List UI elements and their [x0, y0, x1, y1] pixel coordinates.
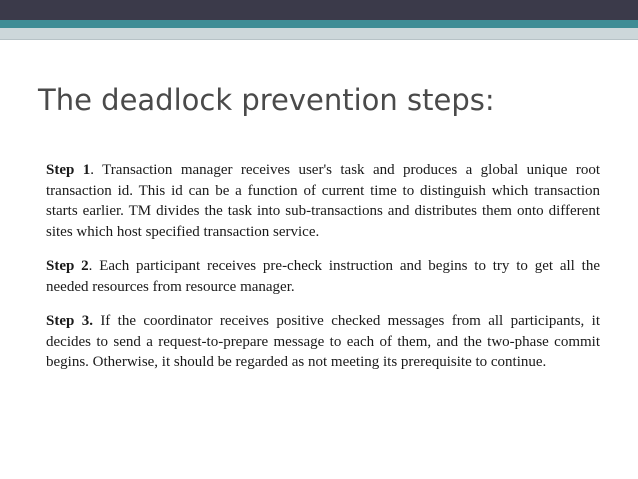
- header-band-light: [0, 28, 638, 39]
- step-2-paragraph: [46, 256, 600, 297]
- header-band-dark: [0, 0, 638, 20]
- step-2-text: . Each participant receives pre-check instruction and begins to try to get all the needed resources from resource manager.: [46, 258, 600, 295]
- header-band-teal: [0, 20, 638, 28]
- header-divider: [0, 39, 638, 40]
- slide-body: [46, 160, 600, 387]
- step-1-text: . Transaction manager receives user's task and produces a global unique root transaction id. This id can be a function of current time to distinguish which transaction starts earlier. TM divides the task into sub-transactions and distributes them onto different sites which host specified transaction service.: [46, 162, 600, 240]
- step-3-paragraph: [46, 311, 600, 373]
- step-1-label: Step 1: [46, 162, 91, 178]
- step-3-label: Step 3.: [46, 313, 93, 329]
- step-2-label: Step 2: [46, 258, 89, 274]
- slide-title: The deadlock prevention steps:: [38, 83, 495, 117]
- step-3-text: If the coordinator receives positive checked messages from all participants, it decides to send a request-to-prepare message to each of them, and the two-phase commit begins. Otherwise, it should be regarded as not meeting its prerequisite to continue.: [46, 313, 600, 370]
- step-1-paragraph: [46, 160, 600, 242]
